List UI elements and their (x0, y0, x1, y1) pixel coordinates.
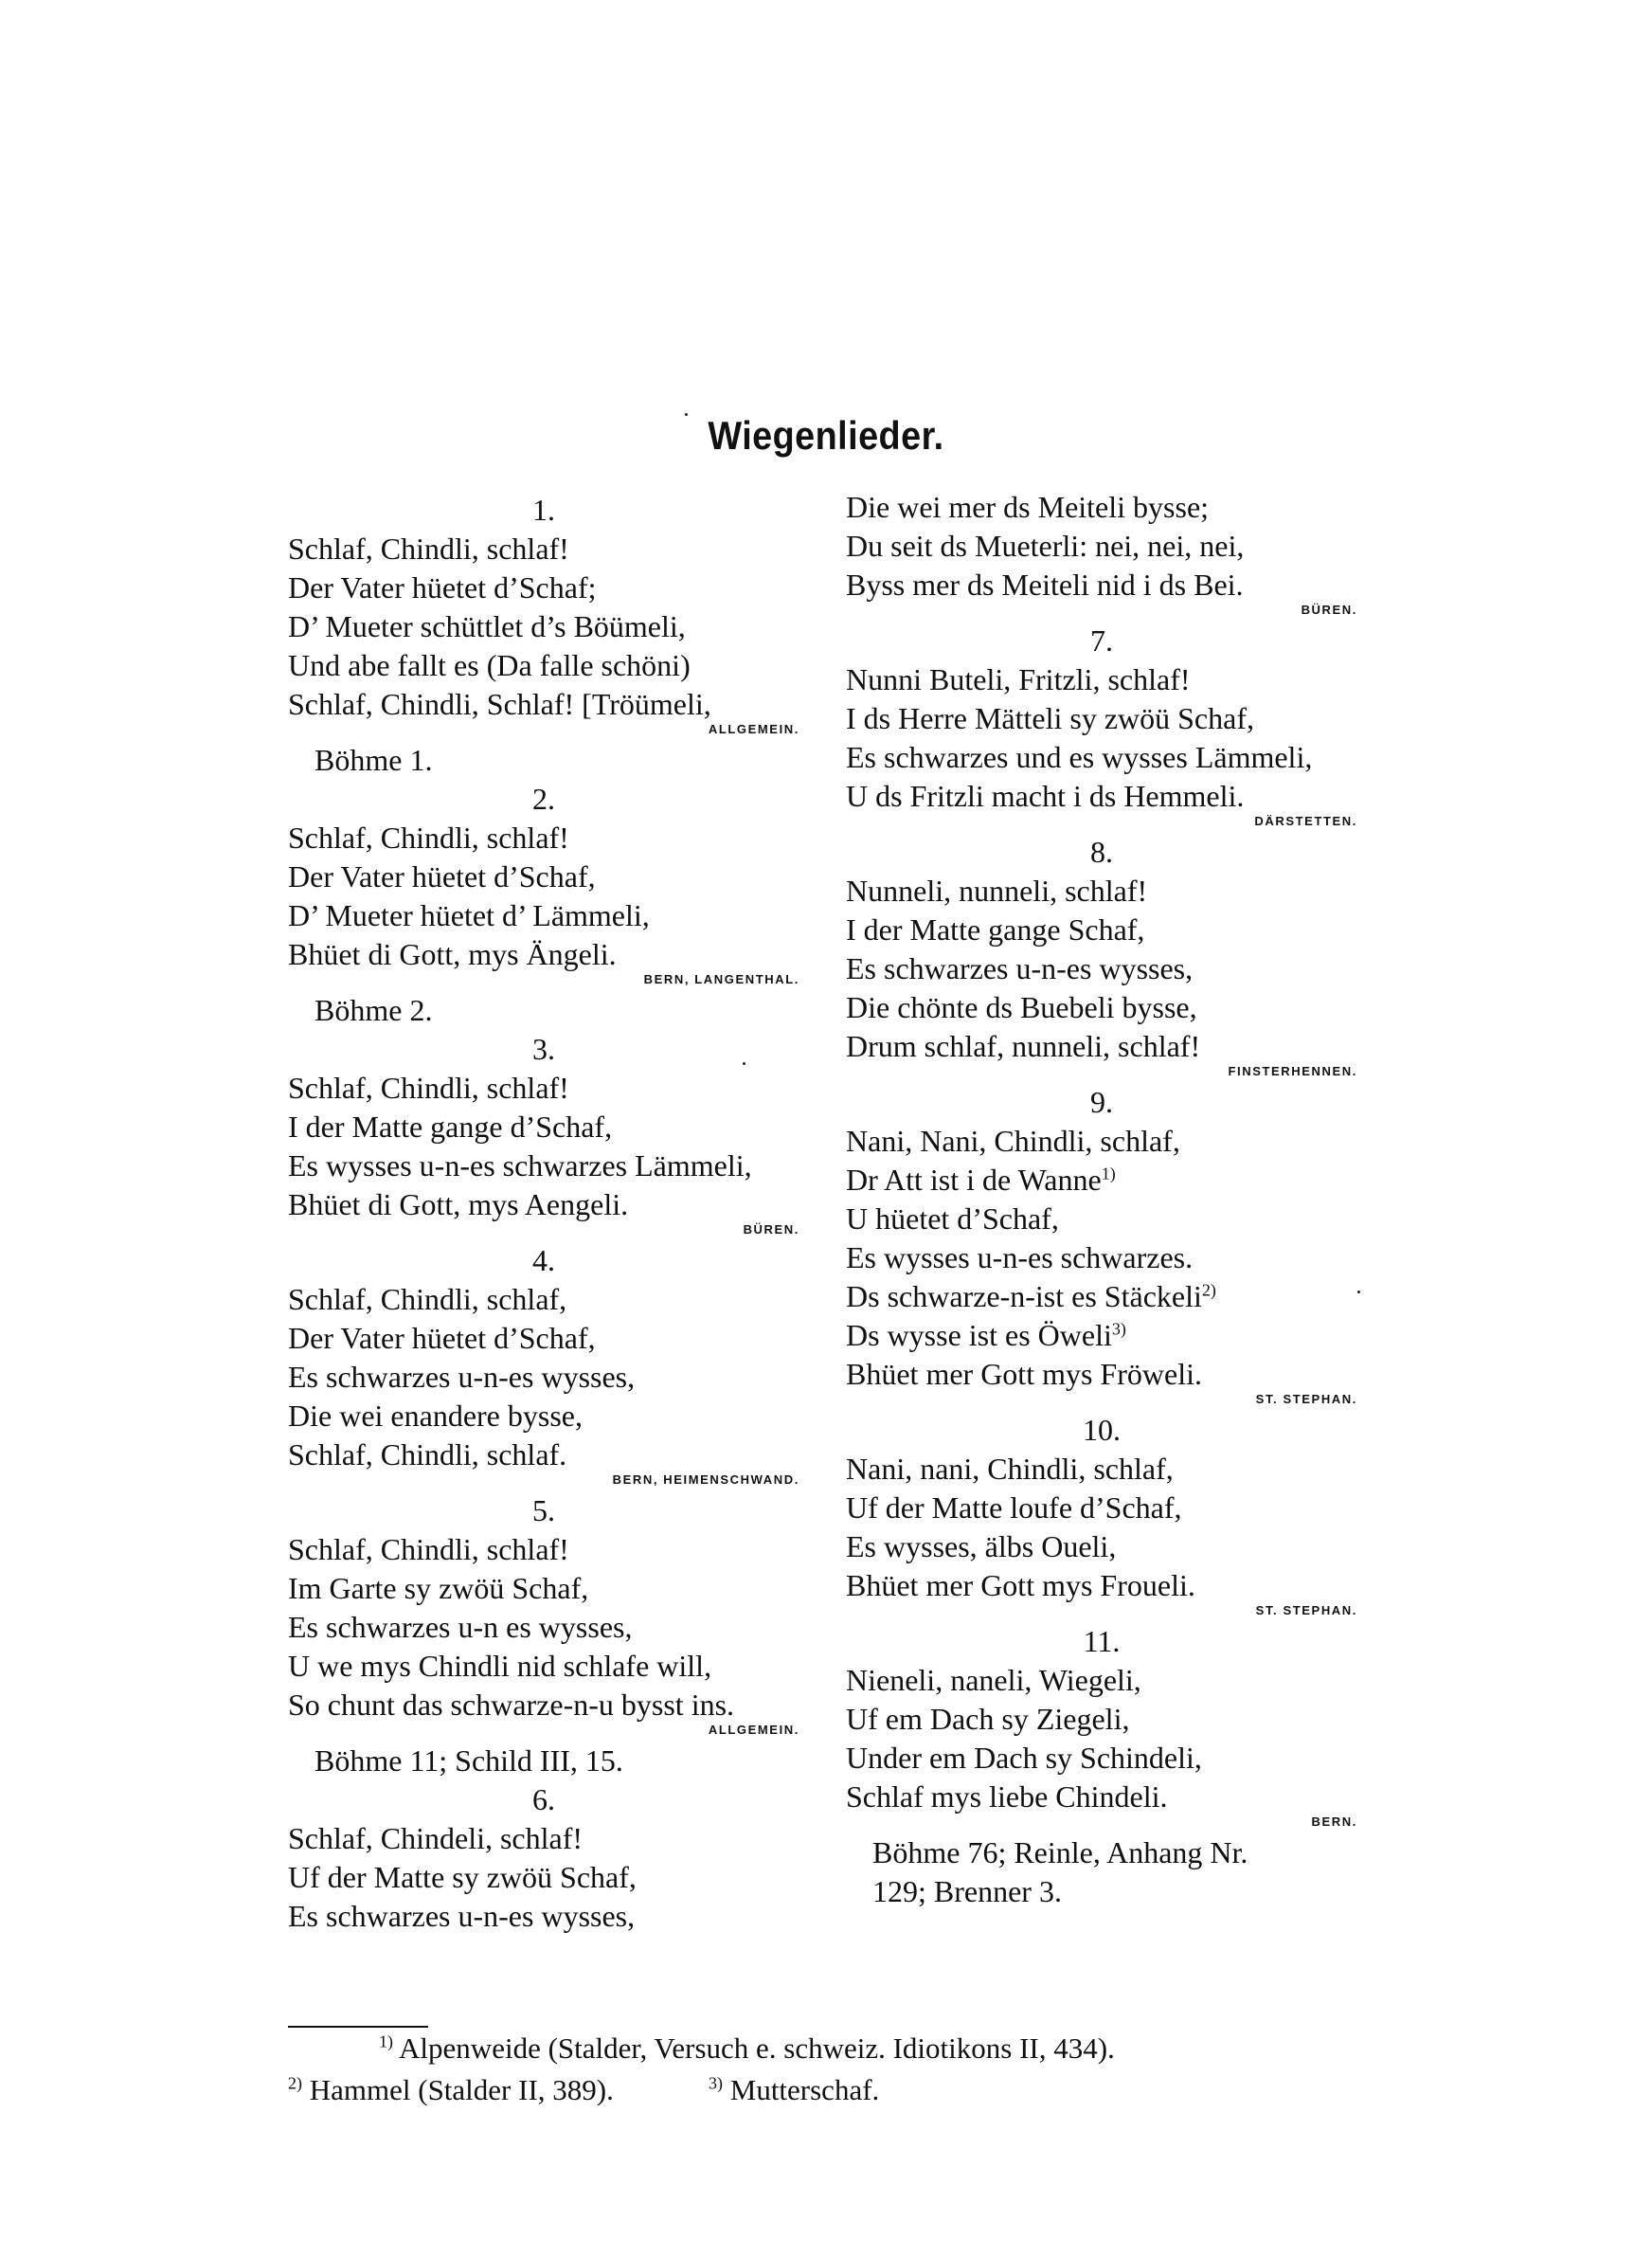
verse-line (288, 1647, 799, 1686)
page-title: Wiegenlieder. (708, 413, 944, 458)
line-text: Uf em Dach sy Ziegeli, (846, 1702, 1130, 1736)
line-text: BÜREN. (743, 1222, 799, 1237)
line-text: D’ Mueter schüttlet d’s Böümeli, (288, 609, 686, 643)
verse-line (846, 1316, 1357, 1355)
line-text: Schlaf, Chindli, schlaf! (288, 532, 569, 566)
line-text: Die wei mer ds Meiteli bysse; (846, 490, 1210, 524)
line-text: BERN, LANGENTHAL. (643, 972, 799, 986)
line-text: Böhme 76; Reinle, Anhang Nr. (872, 1835, 1248, 1869)
verse-line (846, 1355, 1357, 1394)
line-text: Es schwarzes u-n-es wysses, (288, 1899, 636, 1933)
line-text: Drum schlaf, nunneli, schlaf! (846, 1029, 1201, 1063)
verse-line (846, 1700, 1357, 1739)
line-text: Schlaf, Chindli, schlaf! (288, 1532, 569, 1566)
footnote-1-mark: 1) (379, 2031, 393, 2051)
line-text: Uf der Matte sy zwöü Schaf, (288, 1860, 637, 1894)
line-text: Nunni Buteli, Fritzli, schlaf! (846, 662, 1191, 696)
line-text: Böhme 11; Schild III, 15. (314, 1743, 623, 1778)
line-text: Nunneli, nunneli, schlaf! (846, 874, 1148, 908)
line-text: Der Vater hüetet d’Schaf, (288, 859, 596, 894)
line-text: Böhme 1. (314, 743, 433, 777)
line-text: Schlaf, Chindli, schlaf, (288, 1282, 567, 1316)
line-text: Bhüet mer Gott mys Froueli. (846, 1568, 1195, 1602)
line-text: Es wysses u-n-es schwarzes Lämmeli, (288, 1148, 752, 1183)
line-text: Es wysses, älbs Oueli, (846, 1529, 1117, 1563)
line-text: U ds Fritzli macht i ds Hemmeli. (846, 779, 1245, 813)
verse-line (288, 1569, 799, 1608)
footnote-marker: 3) (1111, 1319, 1126, 1339)
line-text: DÄRSTETTEN. (1254, 814, 1357, 828)
line-text: BERN, HEIMENSCHWAND. (612, 1472, 799, 1487)
line-text: ST. STEPHAN. (1255, 1392, 1357, 1406)
verse-line (846, 872, 1357, 911)
reference-note (288, 991, 799, 1030)
line-text: Die wei enandere bysse, (288, 1399, 583, 1433)
song-number (846, 833, 1357, 872)
verse-line (846, 777, 1357, 816)
song-number (846, 1083, 1357, 1122)
line-text: Es schwarzes u-n es wysses, (288, 1610, 633, 1644)
line-text: Schlaf mys liebe Chindeli. (846, 1779, 1168, 1814)
line-text: Dr Att ist i de Wanne (846, 1163, 1102, 1197)
line-text: So chunt das schwarze-n-u bysst ins. (288, 1688, 735, 1722)
line-text: 2. (532, 782, 555, 816)
line-text: Der Vater hüetet d’Schaf, (288, 1321, 596, 1355)
reference-note (288, 1742, 799, 1780)
line-text: BÜREN. (1301, 603, 1357, 617)
verse-line (846, 1489, 1357, 1527)
footnote-3-mark: 3) (709, 2073, 723, 2093)
verse-line (288, 1435, 799, 1474)
line-text: Der Vater hüetet d’Schaf; (288, 570, 597, 605)
line-text: Bhüet di Gott, mys Aengeli. (288, 1187, 629, 1221)
line-text: Schlaf, Chindli, schlaf! (288, 821, 569, 855)
reference-note (846, 1872, 1357, 1911)
footnote-3 (709, 2071, 879, 2109)
line-text: 129; Brenner 3. (872, 1874, 1062, 1908)
verse-line (846, 1527, 1357, 1566)
verse-line (846, 566, 1357, 605)
verse-line (846, 527, 1357, 566)
song-number (288, 780, 799, 819)
song-number (288, 1491, 799, 1530)
verse-line (288, 896, 799, 935)
verse-line (846, 1450, 1357, 1489)
verse-line (288, 1397, 799, 1435)
line-text: Und abe fallt es (Da falle schöni) (288, 648, 691, 682)
line-text: Schlaf, Chindli, Schlaf! [Tröümeli, (288, 687, 711, 721)
verse-line (288, 530, 799, 569)
reference-note (846, 1833, 1357, 1872)
line-text: 10. (1083, 1413, 1121, 1447)
verse-line (846, 949, 1357, 988)
verse-line (288, 569, 799, 607)
line-text: I ds Herre Mätteli sy zwöü Schaf, (846, 701, 1254, 735)
line-text: Under em Dach sy Schindeli, (846, 1741, 1202, 1775)
print-speck (685, 413, 688, 416)
song-number (288, 491, 799, 530)
line-text: U we mys Chindli nid schlafe will, (288, 1649, 712, 1683)
footnote-2 (288, 2071, 614, 2109)
verse-line (846, 1161, 1357, 1200)
line-text: U hüetet d’Schaf, (846, 1201, 1059, 1236)
line-text: Schlaf, Chindeli, schlaf! (288, 1821, 584, 1855)
verse-line (288, 1686, 799, 1724)
line-text: Böhme 2. (314, 993, 433, 1027)
line-text: Es schwarzes u-n-es wysses, (846, 951, 1194, 985)
line-text: Ds schwarze-n-ist es Stäckeli (846, 1279, 1202, 1313)
line-text: 3. (532, 1032, 555, 1066)
verse-line (288, 685, 799, 724)
right-column (846, 488, 1357, 1911)
song-number (846, 1622, 1357, 1661)
line-text: Schlaf, Chindli, schlaf. (288, 1437, 567, 1472)
line-text: ALLGEMEIN. (708, 722, 799, 736)
line-text: 6. (532, 1782, 555, 1816)
verse-line (846, 699, 1357, 738)
line-text: Es schwarzes u-n-es wysses, (288, 1360, 636, 1394)
verse-line (288, 819, 799, 858)
verse-line (288, 1069, 799, 1108)
line-text: 5. (532, 1493, 555, 1527)
line-text: 4. (532, 1243, 555, 1277)
song-number (846, 1411, 1357, 1450)
line-text: Nani, Nani, Chindli, schlaf, (846, 1124, 1180, 1158)
footnote-separator (288, 2026, 428, 2028)
verse-line (846, 1661, 1357, 1700)
line-text: Nani, nani, Chindli, schlaf, (846, 1452, 1174, 1486)
verse-line (846, 1739, 1357, 1778)
verse-line (846, 1566, 1357, 1605)
verse-line (288, 935, 799, 974)
verse-line (846, 988, 1357, 1027)
verse-line (288, 1858, 799, 1897)
line-text: Es wysses u-n-es schwarzes. (846, 1240, 1194, 1274)
verse-line (288, 1108, 799, 1147)
verse-line (846, 1027, 1357, 1066)
song-number (288, 1030, 799, 1069)
footnote-1 (379, 2030, 1115, 2067)
line-text: FINSTERHENNEN. (1228, 1064, 1357, 1078)
verse-line (288, 1608, 799, 1647)
verse-line (846, 1200, 1357, 1238)
footnote-2-mark: 2) (288, 2073, 302, 2093)
verse-line (288, 1530, 799, 1569)
verse-line (288, 646, 799, 685)
print-speck (743, 1062, 745, 1065)
footnote-marker: 2) (1201, 1280, 1216, 1300)
footnote-3-text: Mutterschaf. (729, 2073, 880, 2106)
line-text: I der Matte gange d’Schaf, (288, 1110, 613, 1144)
print-speck (1357, 1291, 1360, 1293)
verse-line (846, 1122, 1357, 1161)
verse-line (288, 1358, 799, 1397)
line-text: 1. (532, 493, 555, 527)
verse-line (288, 1819, 799, 1858)
verse-line (288, 1147, 799, 1185)
verse-line (846, 488, 1357, 527)
verse-line (846, 911, 1357, 949)
line-text: Ds wysse ist es Öweli (846, 1318, 1112, 1352)
verse-line (846, 1238, 1357, 1277)
line-text: Byss mer ds Meiteli nid i ds Bei. (846, 568, 1244, 602)
verse-line (288, 607, 799, 646)
reference-note (288, 741, 799, 780)
line-text: Nieneli, naneli, Wiegeli, (846, 1663, 1141, 1697)
verse-line (846, 660, 1357, 699)
footnote-2-text: Hammel (Stalder II, 389). (309, 2073, 614, 2106)
line-text: I der Matte gange Schaf, (846, 912, 1145, 947)
line-text: 7. (1090, 623, 1113, 658)
footnote-1-text: Alpenweide (Stalder, Versuch e. schweiz. Idiotikons II, 434). (399, 2031, 1115, 2065)
song-number (288, 1241, 799, 1280)
verse-line (288, 1897, 799, 1936)
line-text: 9. (1090, 1085, 1113, 1119)
line-text: Schlaf, Chindli, schlaf! (288, 1071, 569, 1105)
line-text: D’ Mueter hüetet d’ Lämmeli, (288, 898, 650, 932)
verse-line (846, 1778, 1357, 1816)
line-text: Im Garte sy zwöü Schaf, (288, 1571, 589, 1605)
line-text: 11. (1083, 1624, 1121, 1658)
line-text: Bhüet mer Gott mys Fröweli. (846, 1357, 1202, 1391)
verse-line (846, 738, 1357, 777)
verse-line (288, 1185, 799, 1224)
line-text: ALLGEMEIN. (708, 1723, 799, 1737)
verse-line (288, 1319, 799, 1358)
song-number (846, 622, 1357, 660)
line-text: Uf der Matte loufe d’Schaf, (846, 1490, 1182, 1525)
line-text: Bhüet di Gott, mys Ängeli. (288, 937, 617, 971)
footnote-marker: 1) (1101, 1164, 1116, 1183)
line-text: Es schwarzes und es wysses Lämmeli, (846, 740, 1313, 774)
line-text: Du seit ds Mueterli: nei, nei, nei, (846, 529, 1245, 563)
line-text: Die chönte ds Buebeli bysse, (846, 990, 1197, 1024)
left-column (288, 491, 799, 1936)
verse-line (288, 858, 799, 896)
song-number (288, 1780, 799, 1819)
line-text: ST. STEPHAN. (1255, 1603, 1357, 1617)
verse-line (846, 1277, 1357, 1316)
line-text: BERN. (1311, 1815, 1357, 1829)
verse-line (288, 1280, 799, 1319)
line-text: 8. (1090, 835, 1113, 869)
